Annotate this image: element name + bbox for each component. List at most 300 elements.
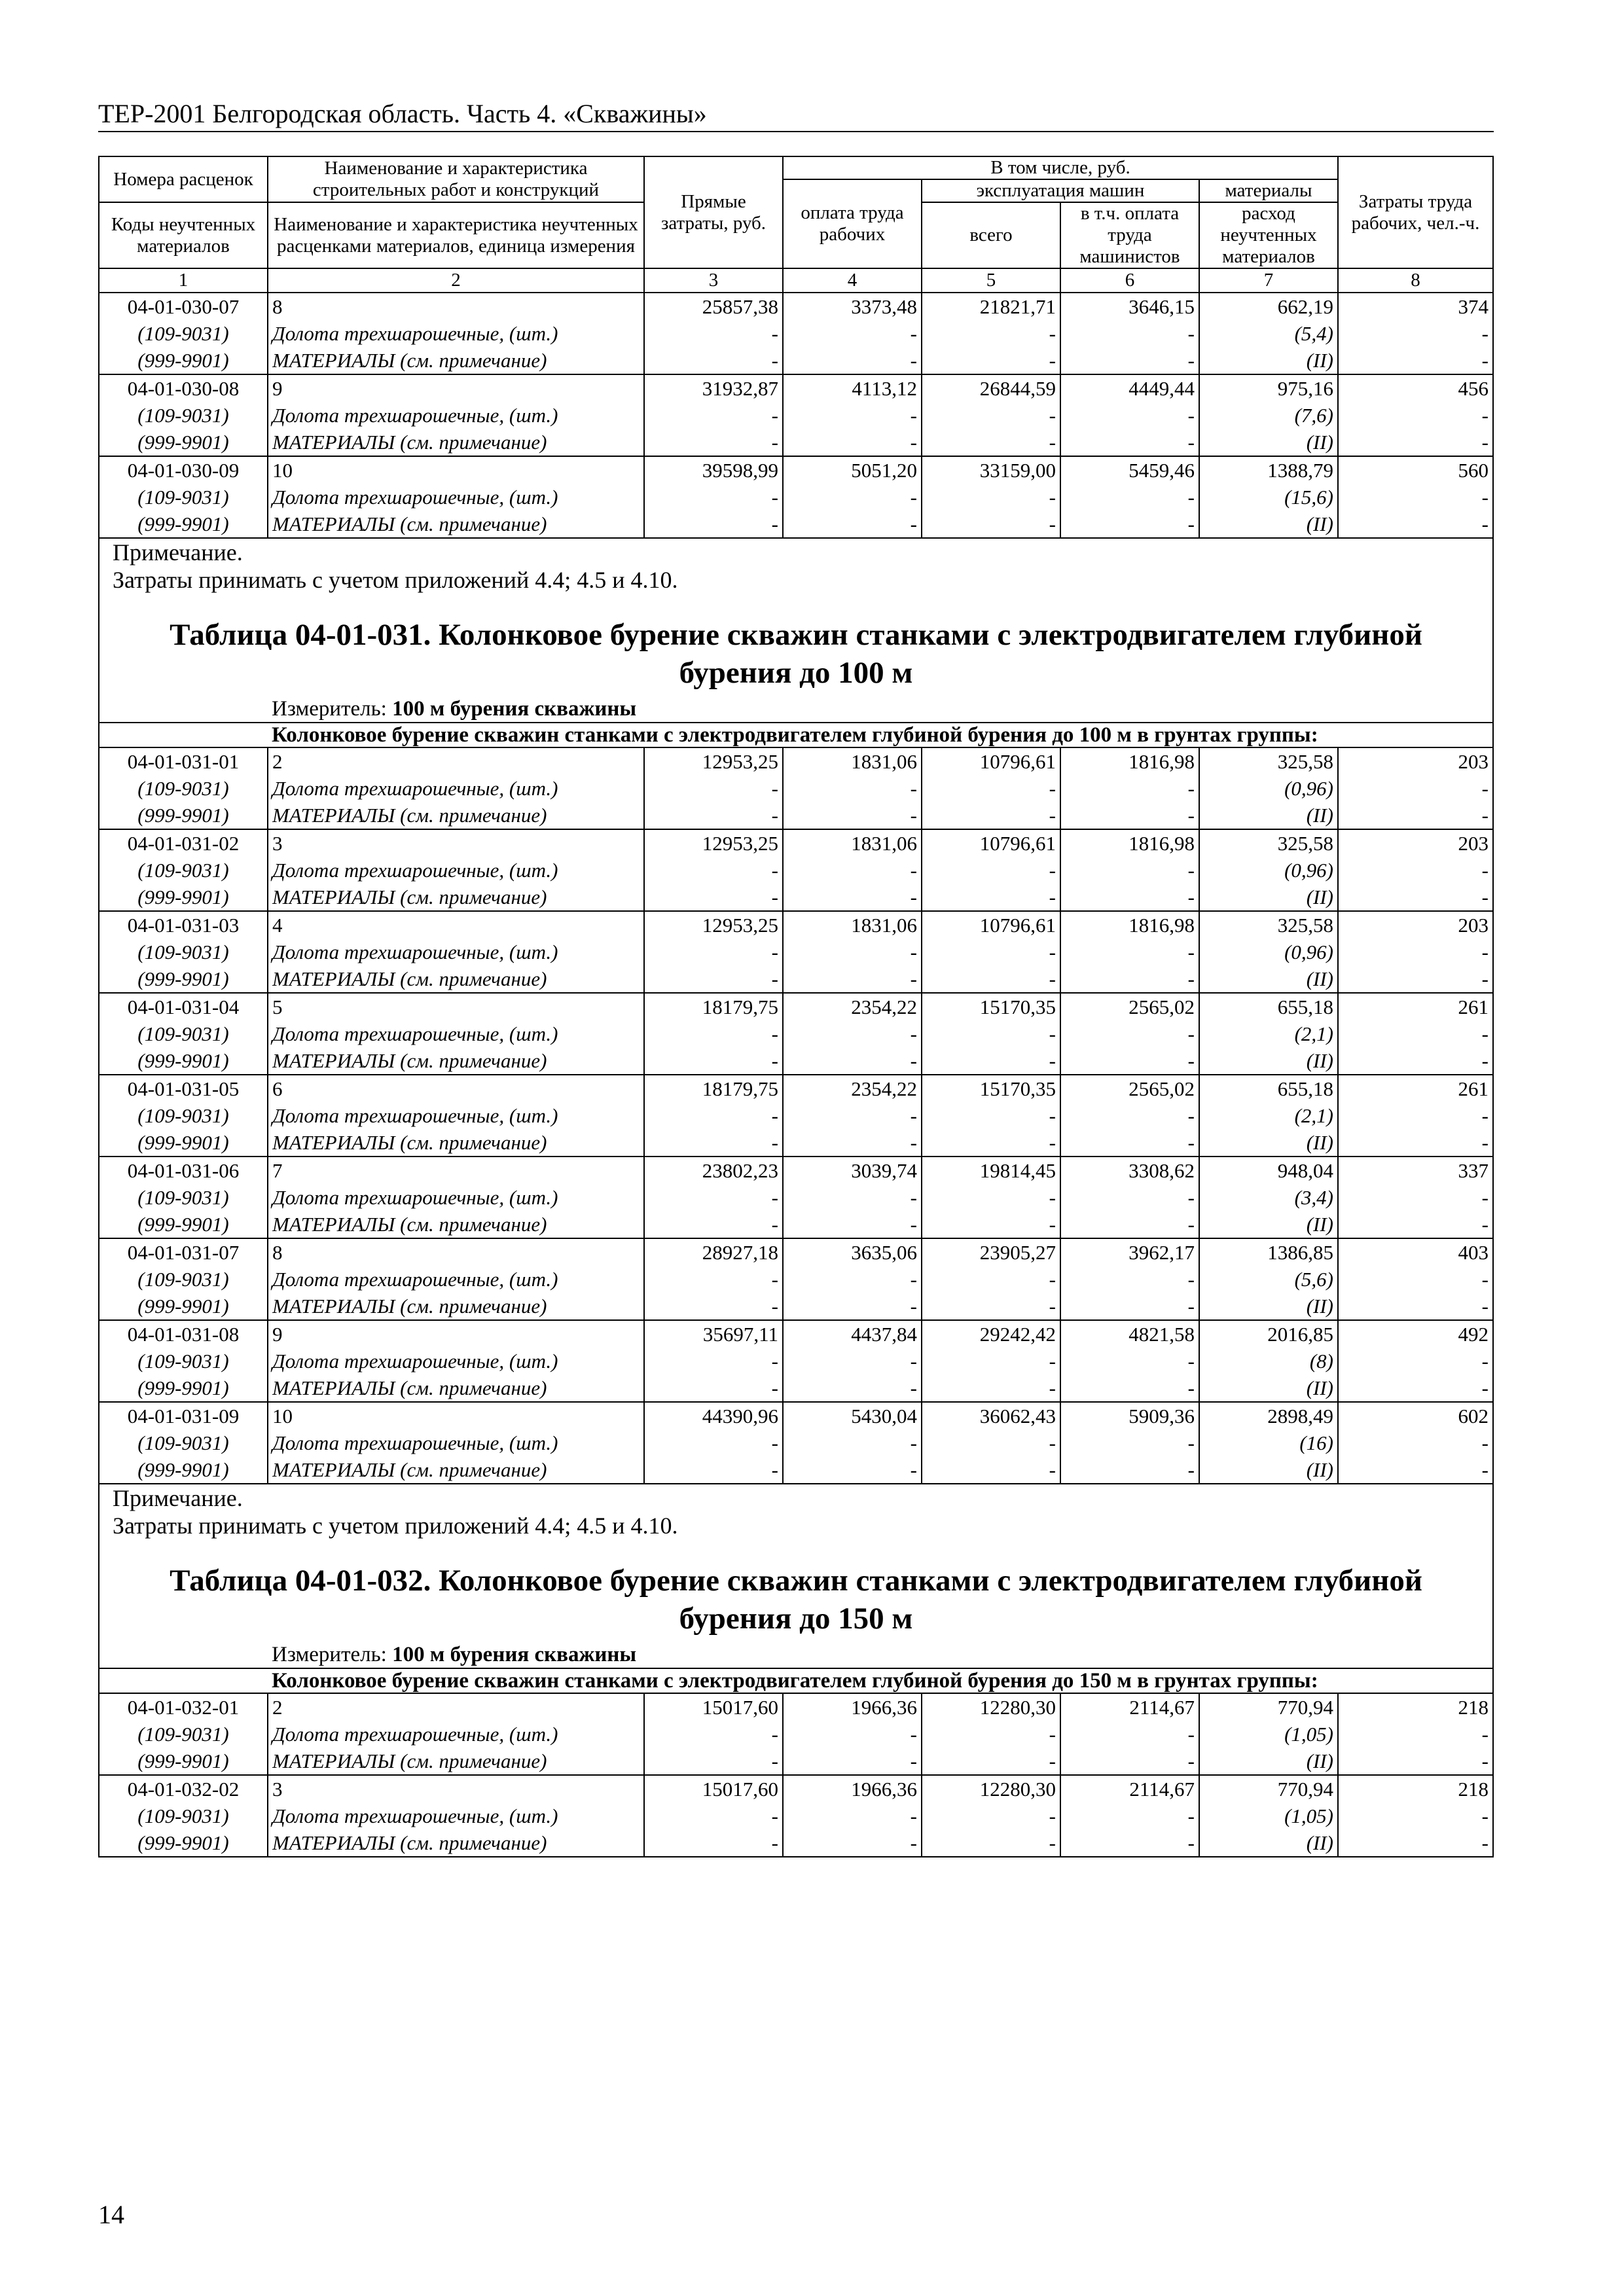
material-row	[99, 1293, 1493, 1320]
dash-cell: -	[922, 1429, 1060, 1456]
dash-cell: -	[922, 1748, 1060, 1775]
material-consumption: (II)	[1199, 1047, 1338, 1075]
material-consumption: (8)	[1199, 1348, 1338, 1374]
dash-cell: -	[644, 1129, 783, 1157]
material-row	[99, 511, 1493, 538]
direct-costs: 12953,25	[644, 911, 783, 939]
dash-cell: -	[783, 1047, 922, 1075]
material-row	[99, 965, 1493, 993]
measure-value: 100 м бурения скважины	[392, 697, 637, 721]
materials: 1386,85	[1199, 1238, 1338, 1266]
dash-cell: -	[1338, 1211, 1493, 1238]
dash-cell: -	[644, 1348, 783, 1374]
material-code: (109-9031)	[99, 1102, 268, 1129]
dash-cell: -	[1060, 1348, 1199, 1374]
material-row	[99, 347, 1493, 374]
rate-name: 3	[268, 829, 644, 857]
rate-code: 04-01-030-09	[99, 456, 268, 484]
dash-cell: -	[1060, 1047, 1199, 1075]
dash-cell: -	[783, 402, 922, 429]
material-code: (999-9901)	[99, 1374, 268, 1402]
material-name: Долота трехшарошечные, (шт.)	[268, 320, 644, 347]
material-name: МАТЕРИАЛЫ (см. примечание)	[268, 347, 644, 374]
dash-cell: -	[922, 402, 1060, 429]
page-header: ТЕР-2001 Белгородская область. Часть 4. «Скважины»	[98, 99, 707, 128]
dash-cell: -	[783, 320, 922, 347]
material-row	[99, 1348, 1493, 1374]
material-consumption: (7,6)	[1199, 402, 1338, 429]
material-consumption: (1,05)	[1199, 1721, 1338, 1748]
machines-total: 33159,00	[922, 456, 1060, 484]
dash-cell: -	[783, 511, 922, 538]
direct-costs: 44390,96	[644, 1402, 783, 1429]
dash-cell: -	[783, 1829, 922, 1857]
dash-cell: -	[783, 1102, 922, 1129]
material-name: Долота трехшарошечные, (шт.)	[268, 1803, 644, 1829]
material-consumption: (16)	[1199, 1429, 1338, 1456]
dash-cell: -	[644, 484, 783, 511]
dash-cell: -	[1060, 429, 1199, 456]
dash-cell: -	[922, 1211, 1060, 1238]
dash-cell: -	[922, 1020, 1060, 1047]
material-row	[99, 939, 1493, 965]
dash-cell: -	[922, 1266, 1060, 1293]
header-labor-pay: оплата труда рабочих	[783, 179, 922, 268]
header-material-names: Наименование и характеристика неучтенных расценками материалов, единица измерения	[268, 202, 644, 268]
dash-cell: -	[1338, 1020, 1493, 1047]
materials: 662,19	[1199, 293, 1338, 320]
subtitle-spacer	[99, 1668, 268, 1693]
dash-cell: -	[1060, 1374, 1199, 1402]
material-code: (999-9901)	[99, 347, 268, 374]
dash-cell: -	[783, 1348, 922, 1374]
machines-total: 10796,61	[922, 747, 1060, 775]
direct-costs: 25857,38	[644, 293, 783, 320]
dash-cell: -	[644, 802, 783, 829]
material-name: Долота трехшарошечные, (шт.)	[268, 1102, 644, 1129]
dash-cell: -	[1060, 1293, 1199, 1320]
measure-cell	[268, 1641, 1493, 1668]
material-row	[99, 320, 1493, 347]
material-name: Долота трехшарошечные, (шт.)	[268, 1266, 644, 1293]
dash-cell: -	[922, 1293, 1060, 1320]
dash-cell: -	[1060, 484, 1199, 511]
rate-code: 04-01-031-04	[99, 993, 268, 1020]
material-code: (999-9901)	[99, 1456, 268, 1484]
material-name: МАТЕРИАЛЫ (см. примечание)	[268, 429, 644, 456]
dash-cell: -	[1338, 802, 1493, 829]
rates-table	[98, 156, 1494, 1857]
labor-pay: 2354,22	[783, 1075, 922, 1102]
material-row	[99, 1803, 1493, 1829]
material-code: (999-9901)	[99, 802, 268, 829]
material-consumption: (II)	[1199, 1456, 1338, 1484]
dash-cell: -	[1338, 1266, 1493, 1293]
dash-cell: -	[1338, 939, 1493, 965]
dash-cell: -	[1338, 1456, 1493, 1484]
material-name: Долота трехшарошечные, (шт.)	[268, 1721, 644, 1748]
materials: 655,18	[1199, 1075, 1338, 1102]
material-code: (999-9901)	[99, 1829, 268, 1857]
labor-pay: 4437,84	[783, 1320, 922, 1348]
material-row	[99, 1047, 1493, 1075]
material-row	[99, 775, 1493, 802]
dash-cell: -	[1338, 1829, 1493, 1857]
dash-cell: -	[783, 884, 922, 911]
material-row	[99, 802, 1493, 829]
dash-cell: -	[783, 1803, 922, 1829]
material-row	[99, 884, 1493, 911]
dash-cell: -	[644, 884, 783, 911]
dash-cell: -	[644, 1721, 783, 1748]
dash-cell: -	[1338, 511, 1493, 538]
material-row	[99, 1829, 1493, 1857]
machinists-pay: 2114,67	[1060, 1775, 1199, 1803]
labor-hours: 218	[1338, 1775, 1493, 1803]
material-code: (109-9031)	[99, 939, 268, 965]
material-consumption: (II)	[1199, 1374, 1338, 1402]
labor-pay: 1966,36	[783, 1775, 922, 1803]
dash-cell: -	[1338, 1047, 1493, 1075]
dash-cell: -	[1338, 884, 1493, 911]
material-code: (109-9031)	[99, 1266, 268, 1293]
labor-pay: 2354,22	[783, 993, 922, 1020]
rate-code: 04-01-032-02	[99, 1775, 268, 1803]
table-subtitle: Колонковое бурение скважин станками с электродвигателем глубиной бурения до 150 м в грунтах группы:	[268, 1668, 1493, 1693]
dash-cell: -	[644, 1803, 783, 1829]
machines-total: 10796,61	[922, 911, 1060, 939]
material-name: МАТЕРИАЛЫ (см. примечание)	[268, 1748, 644, 1775]
direct-costs: 12953,25	[644, 747, 783, 775]
measure-label: Измеритель:	[272, 1643, 387, 1666]
dash-cell: -	[1060, 1429, 1199, 1456]
dash-cell: -	[644, 320, 783, 347]
dash-cell: -	[922, 775, 1060, 802]
dash-cell: -	[783, 484, 922, 511]
dash-cell: -	[644, 1211, 783, 1238]
column-number: 3	[644, 268, 783, 293]
measure-label: Измеритель:	[272, 697, 387, 721]
material-consumption: (1,05)	[1199, 1803, 1338, 1829]
dash-cell: -	[922, 1374, 1060, 1402]
material-name: МАТЕРИАЛЫ (см. примечание)	[268, 1129, 644, 1157]
measure-spacer	[99, 696, 268, 723]
rate-row	[99, 993, 1493, 1020]
dash-cell: -	[644, 1429, 783, 1456]
machinists-pay: 5909,36	[1060, 1402, 1199, 1429]
labor-pay: 5051,20	[783, 456, 922, 484]
dash-cell: -	[783, 1456, 922, 1484]
machines-total: 15170,35	[922, 1075, 1060, 1102]
materials: 770,94	[1199, 1693, 1338, 1721]
material-consumption: (II)	[1199, 965, 1338, 993]
dash-cell: -	[644, 402, 783, 429]
dash-cell: -	[1338, 429, 1493, 456]
rate-code: 04-01-031-07	[99, 1238, 268, 1266]
dash-cell: -	[1060, 1803, 1199, 1829]
header-materials: материалы	[1199, 179, 1338, 202]
direct-costs: 12953,25	[644, 829, 783, 857]
material-row	[99, 1721, 1493, 1748]
dash-cell: -	[644, 965, 783, 993]
material-consumption: (II)	[1199, 429, 1338, 456]
material-consumption: (II)	[1199, 802, 1338, 829]
dash-cell: -	[1338, 1748, 1493, 1775]
material-consumption: (2,1)	[1199, 1020, 1338, 1047]
material-consumption: (II)	[1199, 1293, 1338, 1320]
material-code: (109-9031)	[99, 320, 268, 347]
dash-cell: -	[783, 1020, 922, 1047]
rate-row	[99, 829, 1493, 857]
dash-cell: -	[1338, 1429, 1493, 1456]
materials: 655,18	[1199, 993, 1338, 1020]
material-name: МАТЕРИАЛЫ (см. примечание)	[268, 884, 644, 911]
materials: 325,58	[1199, 829, 1338, 857]
dash-cell: -	[922, 320, 1060, 347]
dash-cell: -	[922, 1102, 1060, 1129]
material-consumption: (5,6)	[1199, 1266, 1338, 1293]
header-labor-hours: Затраты труда рабочих, чел.-ч.	[1338, 156, 1493, 268]
rate-name: 9	[268, 1320, 644, 1348]
materials: 1388,79	[1199, 456, 1338, 484]
dash-cell: -	[783, 1211, 922, 1238]
material-consumption: (0,96)	[1199, 775, 1338, 802]
rate-row	[99, 293, 1493, 320]
dash-cell: -	[783, 965, 922, 993]
column-number: 8	[1338, 268, 1493, 293]
materials: 975,16	[1199, 374, 1338, 402]
direct-costs: 18179,75	[644, 993, 783, 1020]
rate-code: 04-01-030-08	[99, 374, 268, 402]
dash-cell: -	[644, 1266, 783, 1293]
measure-row	[99, 1641, 1493, 1668]
material-consumption: (0,96)	[1199, 939, 1338, 965]
rate-name: 2	[268, 747, 644, 775]
material-name: Долота трехшарошечные, (шт.)	[268, 1020, 644, 1047]
material-row	[99, 1456, 1493, 1484]
material-consumption: (II)	[1199, 1129, 1338, 1157]
material-row	[99, 1184, 1493, 1211]
dash-cell: -	[644, 857, 783, 884]
machinists-pay: 4821,58	[1060, 1320, 1199, 1348]
dash-cell: -	[644, 1020, 783, 1047]
labor-hours: 203	[1338, 911, 1493, 939]
dash-cell: -	[783, 939, 922, 965]
dash-cell: -	[922, 1829, 1060, 1857]
machines-total: 15170,35	[922, 993, 1060, 1020]
machines-total: 21821,71	[922, 293, 1060, 320]
dash-cell: -	[1060, 347, 1199, 374]
header-machines: эксплуатация машин	[922, 179, 1199, 202]
material-code: (999-9901)	[99, 1748, 268, 1775]
direct-costs: 35697,11	[644, 1320, 783, 1348]
labor-hours: 456	[1338, 374, 1493, 402]
labor-pay: 3373,48	[783, 293, 922, 320]
material-code: (999-9901)	[99, 965, 268, 993]
dash-cell: -	[783, 1266, 922, 1293]
rate-name: 6	[268, 1075, 644, 1102]
dash-cell: -	[1060, 1211, 1199, 1238]
rate-row	[99, 456, 1493, 484]
labor-hours: 403	[1338, 1238, 1493, 1266]
material-consumption: (2,1)	[1199, 1102, 1338, 1129]
rate-row	[99, 1157, 1493, 1184]
dash-cell: -	[922, 965, 1060, 993]
header-rule	[98, 131, 1494, 132]
rate-code: 04-01-031-08	[99, 1320, 268, 1348]
dash-cell: -	[1338, 347, 1493, 374]
material-code: (109-9031)	[99, 1184, 268, 1211]
machinists-pay: 3962,17	[1060, 1238, 1199, 1266]
dash-cell: -	[1338, 1102, 1493, 1129]
rate-code: 04-01-031-02	[99, 829, 268, 857]
material-name: Долота трехшарошечные, (шт.)	[268, 402, 644, 429]
dash-cell: -	[1338, 484, 1493, 511]
machinists-pay: 2114,67	[1060, 1693, 1199, 1721]
page-number: 14	[98, 2200, 124, 2229]
machines-total: 10796,61	[922, 829, 1060, 857]
dash-cell: -	[922, 347, 1060, 374]
dash-cell: -	[1060, 939, 1199, 965]
material-consumption: (II)	[1199, 347, 1338, 374]
column-number: 6	[1060, 268, 1199, 293]
note-text-row	[99, 1512, 1493, 1539]
material-consumption: (II)	[1199, 1748, 1338, 1775]
material-code: (999-9901)	[99, 1293, 268, 1320]
dash-cell: -	[644, 939, 783, 965]
machines-total: 23905,27	[922, 1238, 1060, 1266]
materials: 325,58	[1199, 911, 1338, 939]
dash-cell: -	[644, 1456, 783, 1484]
dash-cell: -	[1060, 1184, 1199, 1211]
dash-cell: -	[1338, 402, 1493, 429]
machinists-pay: 2565,02	[1060, 1075, 1199, 1102]
table-title: Таблица 04-01-032. Колонковое бурение скважин станками с электродвигателем глубиной бурения до 150 м	[99, 1539, 1493, 1641]
material-code: (109-9031)	[99, 775, 268, 802]
dash-cell: -	[783, 1129, 922, 1157]
material-code: (999-9901)	[99, 1129, 268, 1157]
material-row	[99, 429, 1493, 456]
subtitle-row	[99, 1668, 1493, 1693]
dash-cell: -	[1338, 1348, 1493, 1374]
measure-row	[99, 696, 1493, 723]
note-text: Затраты принимать с учетом приложений 4.4; 4.5 и 4.10.	[99, 566, 1493, 594]
dash-cell: -	[1338, 1129, 1493, 1157]
dash-cell: -	[1060, 1829, 1199, 1857]
material-row	[99, 1129, 1493, 1157]
material-name: МАТЕРИАЛЫ (см. примечание)	[268, 802, 644, 829]
note-title-row	[99, 1484, 1493, 1512]
material-code: (999-9901)	[99, 429, 268, 456]
table-title-row	[99, 594, 1493, 696]
dash-cell: -	[644, 1184, 783, 1211]
machinists-pay: 1816,98	[1060, 829, 1199, 857]
dash-cell: -	[1060, 1266, 1199, 1293]
material-consumption: (0,96)	[1199, 857, 1338, 884]
labor-pay: 5430,04	[783, 1402, 922, 1429]
dash-cell: -	[922, 429, 1060, 456]
dash-cell: -	[922, 1047, 1060, 1075]
note-title-row	[99, 538, 1493, 566]
labor-pay: 3039,74	[783, 1157, 922, 1184]
dash-cell: -	[1060, 1102, 1199, 1129]
machinists-pay: 3308,62	[1060, 1157, 1199, 1184]
subtitle-row	[99, 723, 1493, 747]
material-row	[99, 1102, 1493, 1129]
labor-hours: 492	[1338, 1320, 1493, 1348]
column-numbers-row	[99, 268, 1493, 293]
dash-cell: -	[922, 884, 1060, 911]
labor-pay: 1831,06	[783, 829, 922, 857]
rate-row	[99, 374, 1493, 402]
material-code: (109-9031)	[99, 1348, 268, 1374]
material-code: (999-9901)	[99, 884, 268, 911]
material-name: МАТЕРИАЛЫ (см. примечание)	[268, 1829, 644, 1857]
rate-name: 2	[268, 1693, 644, 1721]
material-code: (109-9031)	[99, 1721, 268, 1748]
subtitle-spacer	[99, 723, 268, 747]
dash-cell: -	[783, 802, 922, 829]
dash-cell: -	[922, 484, 1060, 511]
material-code: (109-9031)	[99, 1803, 268, 1829]
dash-cell: -	[922, 1803, 1060, 1829]
note-text-row	[99, 566, 1493, 594]
dash-cell: -	[783, 1748, 922, 1775]
dash-cell: -	[1060, 1129, 1199, 1157]
rate-row	[99, 911, 1493, 939]
material-consumption: (II)	[1199, 1829, 1338, 1857]
measure-cell	[268, 696, 1493, 723]
materials: 325,58	[1199, 747, 1338, 775]
column-number: 1	[99, 268, 268, 293]
material-name: Долота трехшарошечные, (шт.)	[268, 1429, 644, 1456]
rate-row	[99, 1693, 1493, 1721]
material-consumption: (II)	[1199, 511, 1338, 538]
dash-cell: -	[1060, 1020, 1199, 1047]
direct-costs: 39598,99	[644, 456, 783, 484]
measure-value: 100 м бурения скважины	[392, 1643, 637, 1666]
dash-cell: -	[644, 1829, 783, 1857]
table-title: Таблица 04-01-031. Колонковое бурение скважин станками с электродвигателем глубиной бурения до 100 м	[99, 594, 1493, 696]
dash-cell: -	[1338, 965, 1493, 993]
dash-cell: -	[1338, 1721, 1493, 1748]
dash-cell: -	[783, 1293, 922, 1320]
rate-code: 04-01-031-06	[99, 1157, 268, 1184]
machines-total: 19814,45	[922, 1157, 1060, 1184]
measure-spacer	[99, 1641, 268, 1668]
dash-cell: -	[1060, 511, 1199, 538]
dash-cell: -	[1338, 775, 1493, 802]
rate-row	[99, 1775, 1493, 1803]
dash-cell: -	[1060, 1721, 1199, 1748]
dash-cell: -	[1060, 1748, 1199, 1775]
dash-cell: -	[1060, 802, 1199, 829]
materials: 2898,49	[1199, 1402, 1338, 1429]
labor-pay: 1831,06	[783, 911, 922, 939]
dash-cell: -	[1060, 320, 1199, 347]
rate-code: 04-01-031-01	[99, 747, 268, 775]
direct-costs: 23802,23	[644, 1157, 783, 1184]
dash-cell: -	[922, 511, 1060, 538]
material-row	[99, 1211, 1493, 1238]
material-name: МАТЕРИАЛЫ (см. примечание)	[268, 1047, 644, 1075]
column-number: 7	[1199, 268, 1338, 293]
rate-code: 04-01-031-09	[99, 1402, 268, 1429]
machines-total: 26844,59	[922, 374, 1060, 402]
dash-cell: -	[644, 1748, 783, 1775]
material-name: МАТЕРИАЛЫ (см. примечание)	[268, 965, 644, 993]
labor-pay: 3635,06	[783, 1238, 922, 1266]
